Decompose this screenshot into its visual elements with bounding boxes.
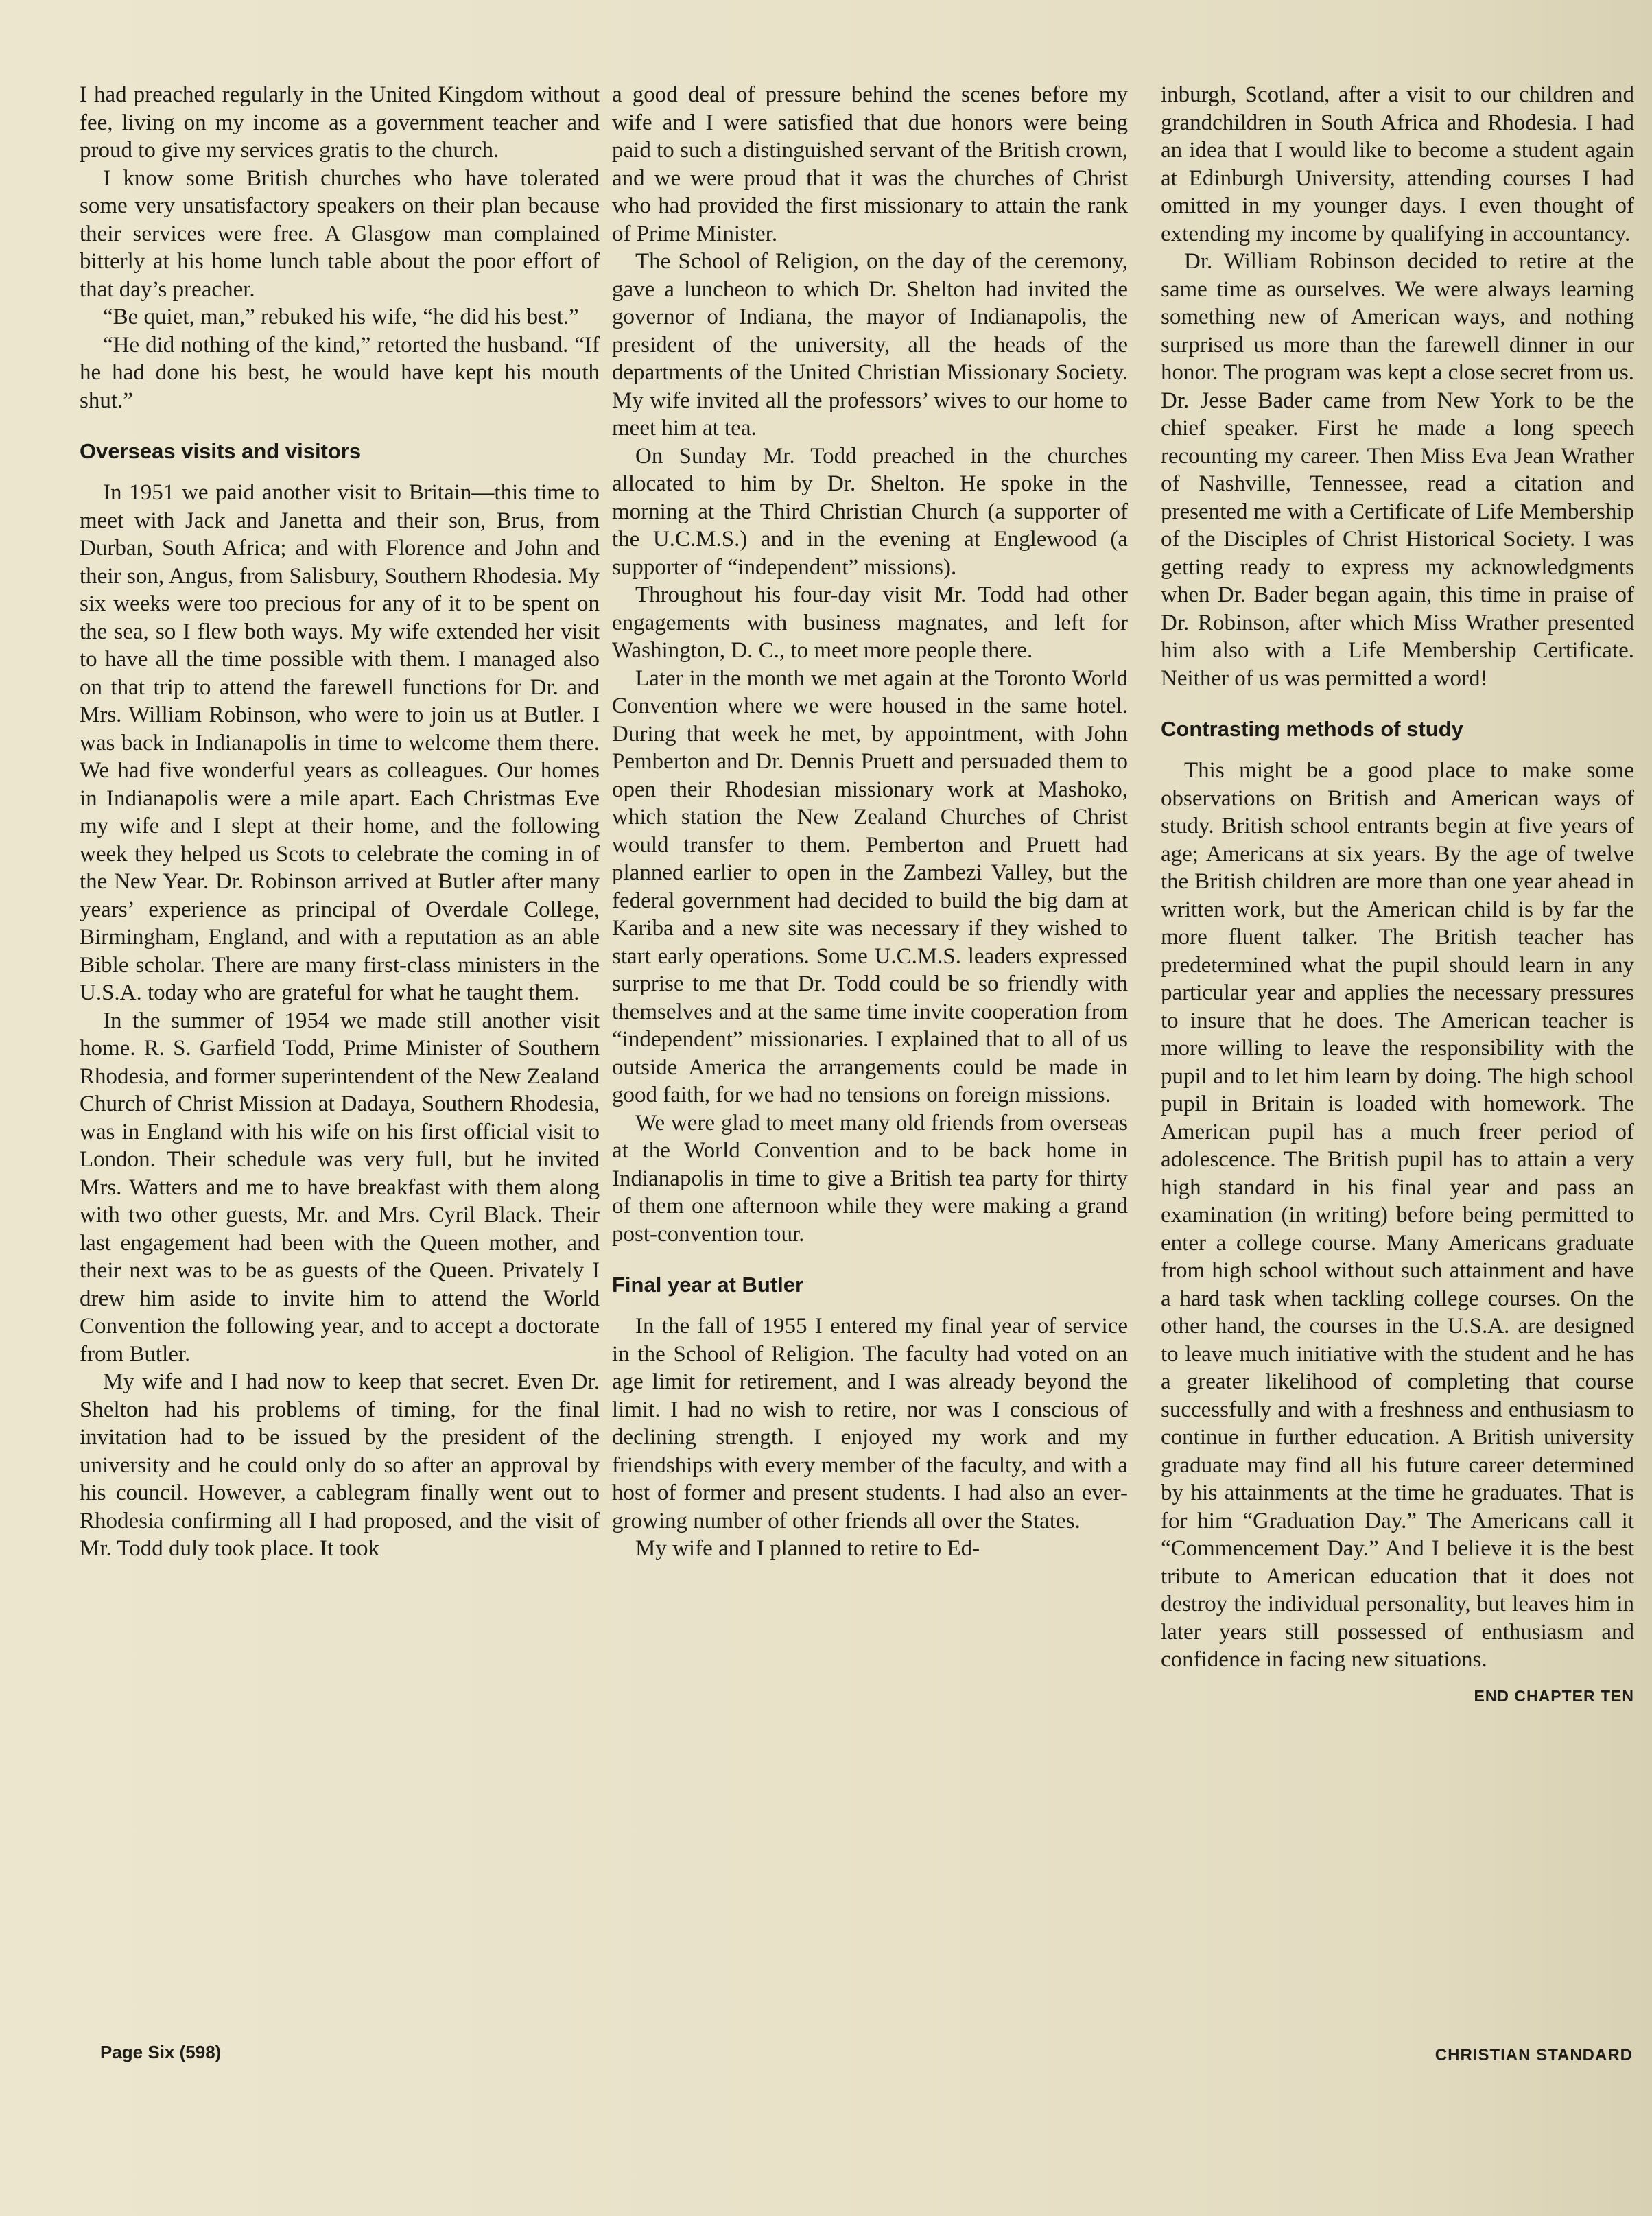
paragraph: “Be quiet, man,” rebuked his wife, “he did his best.” [103,305,579,329]
paragraph: My wife and I planned to retire to Ed- [635,1536,980,1561]
column-right [1161,81,1634,1710]
paragraph: The School of Religion, on the day of the ceremony, gave a luncheon to which Dr. Shelton had invited the governor of Indiana, the mayor of Indianapolis, the president of the university, all the heads of the departments of the United Christian Missionary Society. My wife invited all the professors’ wives to our home to meet him at tea. [612,249,1128,440]
paragraph: I know some British churches who have tolerated some very unsatisfactory speakers on their plan because their services were free. A Glasgow man complained bitterly at his home lunch table about the poor effort of that day’s preacher. [80,165,600,302]
paragraph: We were glad to meet many old friends from overseas at the World Convention and to be back home in Indianapolis in time to give a British tea party for thirty of them one afternoon while they were making a grand post-convention tour. [612,1110,1128,1247]
page-number: Page Six (598) [100,2042,222,2062]
paragraph: In the fall of 1955 I entered my final year of service in the School of Religion. The faculty had voted on an age limit for retirement, and I was already beyond the limit. I had no wish to retire, nor was I conscious of declining strength. I enjoyed my work and my friendships with every member of the faculty, and with a host of former and present students. I had also an ever-growing number of other friends all over the States. [612,1314,1128,1533]
publication-name: CHRISTIAN STANDARD [1435,2046,1633,2064]
paragraph: Dr. William Robinson decided to retire at the same time as ourselves. We were always learning something new of American ways, and nothing surprised us more than the farewell dinner in our honor. The program was kept a close secret from us. Dr. Jesse Bader came from New York to be the chief speaker. First he made a long speech recounting my career. Then Miss Eva Jean Wrather of Nashville, Tennessee, read a citation and presented me with a Certificate of Life Membership of the Disciples of Christ Historical Society. I was getting ready to express my acknowledgments when Dr. Bader began again, this time in praise of Dr. Robinson, after which Miss Wrather presented him also with a Life Membership Certificate. Neither of us was permitted a word! [1161,249,1634,691]
column-middle [612,81,1128,1563]
paragraph: a good deal of pressure behind the scenes before my wife and I were satisfied that due honors were being paid to such a distinguished servant of the British crown, and we were proud that it was the churches of Christ who had provided the first missionary to attain the rank of Prime Minister. [612,82,1128,246]
section-heading: Overseas visits and visitors [80,439,362,463]
paragraph: On Sunday Mr. Todd preached in the churches allocated to him by Dr. Shelton. He spoke in the morning at the Third Christian Church (a supporter of the U.C.M.S.) and in the evening at Englewood (a supporter of “independent” missions). [612,443,1128,580]
column-left [80,81,600,1563]
paragraph: Later in the month we met again at the Toronto World Convention where we were housed in the same hotel. During that week he met, by appointment, with John Pemberton and Dr. Dennis Pruett and persuaded them to open their Rhodesian missionary work at Mashoko, which station the New Zealand Churches of Christ would transfer to them. Pemberton and Pruett had planned earlier to open in the Zambezi Valley, but the federal government had decided to build the big dam at Kariba and a new site was necessary if they wished to start early operations. Some U.C.M.S. leaders expressed surprise to me that Dr. Todd could be so friendly with themselves and at the same time invite cooperation from “independent” missionaries. I explained that to all of us outside America the arrangements could be made in good faith, for we had no tensions on foreign missions. [612,665,1128,1107]
paragraph: “He did nothing of the kind,” retorted the husband. “If he had done his best, he would have kept his mouth shut.” [80,332,600,413]
paragraph: inburgh, Scotland, after a visit to our children and grandchildren in South Africa and Rhodesia. I had an idea that I would like to become a student again at Edinburgh University, attending courses I had omitted in my younger days. I even thought of extending my income by qualifying in accountancy. [1161,82,1634,246]
paragraph: My wife and I had now to keep that secret. Even Dr. Shelton had his problems of timing, for the final invitation had to be issued by the president of the university and he could only do so after an approval by his council. However, a cablegram finally went out to Rhodesia confirming all I had proposed, and the visit of Mr. Todd duly took place. It took [80,1369,600,1561]
paragraph: In the summer of 1954 we made still another visit home. R. S. Garfield Todd, Prime Minister of Southern Rhodesia, and former superintendent of the New Zealand Church of Christ Mission at Dadaya, Southern Rhodesia, was in England with his wife on his first official visit to London. Their schedule was very full, but he invited Mrs. Watters and me to have breakfast with them along with two other guests, Mr. and Mrs. Cyril Black. Their last engagement had been with the Queen mother, and their next was to be as guests of the Queen. Privately I drew him aside to invite him to attend the World Convention the following year, and to accept a doctorate from Butler. [80,1008,600,1367]
section-heading: Final year at Butler [612,1273,804,1297]
paragraph: In 1951 we paid another visit to Britain—this time to meet with Jack and Janetta and their son, Brus, from Durban, South Africa; and with Florence and John and their son, Angus, from Salisbury, Southern Rhodesia. My six weeks were too precious for any of it to be spent on the sea, so I flew both ways. My wife extended her visit to have all the time possible with them. I managed also on that trip to attend the farewell functions for Dr. and Mrs. William Robinson, who were to join us at Butler. I was back in Indianapolis in time to welcome them there. We had five wonderful years as colleagues. Our homes in Indianapolis were a mile apart. Each Christmas Eve my wife and I slept at their home, and the following week they helped us Scots to celebrate the coming in of the New Year. Dr. Robinson arrived at Butler after many years’ experience as principal of Overdale College, Birmingham, England, and with a reputation as an able Bible scholar. There are many first-class ministers in the U.S.A. today who are grateful for what he taught them. [80,480,600,1005]
end-chapter-marker: END CHAPTER TEN [1474,1686,1634,1705]
section-heading: Contrasting methods of study [1161,717,1463,741]
paragraph: Throughout his four-day visit Mr. Todd had other engagements with business magnates, and left for Washington, D. C., to meet more people there. [612,582,1128,663]
paragraph: I had preached regularly in the United Kingdom without fee, living on my income as a government teacher and proud to give my services gratis to the church. [80,82,600,163]
paragraph: This might be a good place to make some observations on British and American ways of study. British school entrants begin at five years of age; Americans at six years. By the age of twelve the British children are more than one year ahead in written work, but the American child is by far the more fluent talker. The British teacher has predetermined what the pupil should learn in any particular year and applies the necessary pressures to insure that he does. The American teacher is more willing to leave the responsibility with the pupil and to let him learn by doing. The high school pupil in Britain is loaded with homework. The American pupil has a much freer period of adolescence. The British pupil has to attain a very high standard in his final year and pass an examination (in writing) before being permitted to enter a college course. Many Americans graduate from high school without such attainment and have a hard task when tackling college courses. On the other hand, the courses in the U.S.A. are designed to leave much initiative with the student and he has a greater likelihood of completing that course successfully and with a freshness and enthusiasm to continue in further education. A British university graduate may find all his future career determined by his attainments at the time he graduates. That is for him “Graduation Day.” The Americans call it “Commencement Day.” And I believe it is the best tribute to American education that it does not destroy the individual personality, but leaves him in later years still possessed of enthusiasm and confidence in facing new situations. [1161,758,1634,1672]
